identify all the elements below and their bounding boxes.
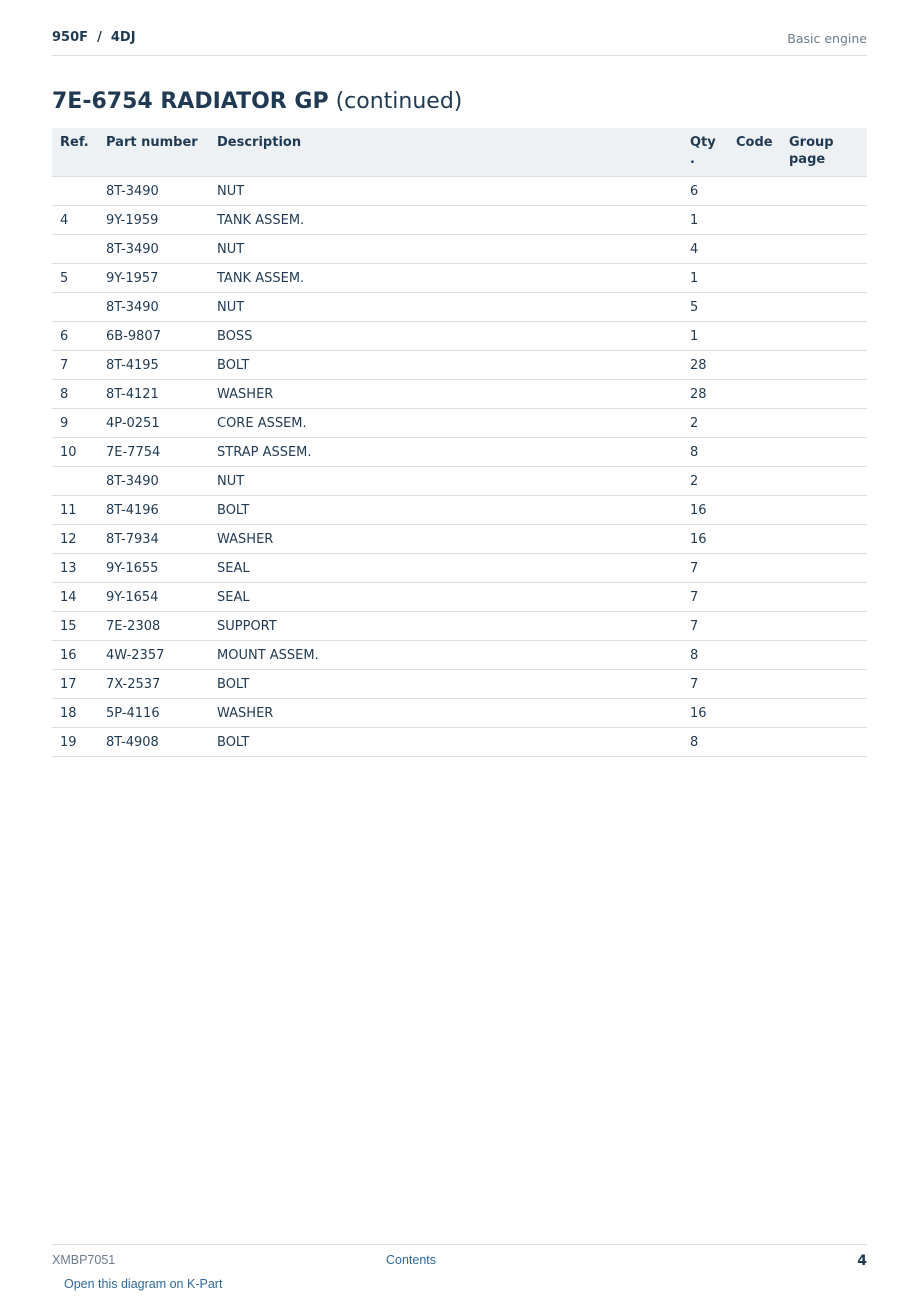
- table-row: [52, 264, 867, 293]
- description-cell: WASHER: [209, 380, 682, 409]
- ref-cell: 5: [52, 264, 98, 293]
- ref-cell: 18: [52, 699, 98, 728]
- ref-cell: 9: [52, 409, 98, 438]
- part-number-cell: 8T-4196: [98, 496, 209, 525]
- qty-cell: 28: [682, 380, 728, 409]
- part-number-cell: 8T-3490: [98, 293, 209, 322]
- description-cell: SEAL: [209, 554, 682, 583]
- table-row: [52, 235, 867, 264]
- table-row: [52, 699, 867, 728]
- qty-cell: 7: [682, 670, 728, 699]
- ref-cell: 8: [52, 380, 98, 409]
- code-cell: [728, 235, 781, 264]
- group-page-cell: [781, 496, 867, 525]
- part-number-cell: 8T-3490: [98, 467, 209, 496]
- table-row: [52, 409, 867, 438]
- column-header-label: Ref.: [60, 135, 89, 150]
- part-number-cell: 8T-4908: [98, 728, 209, 757]
- qty-cell: 28: [682, 351, 728, 380]
- part-number-cell: 4W-2357: [98, 641, 209, 670]
- group-page-cell: [781, 467, 867, 496]
- ref-cell: 10: [52, 438, 98, 467]
- code-cell: [728, 206, 781, 235]
- ref-cell: 14: [52, 583, 98, 612]
- description-cell: CORE ASSEM.: [209, 409, 682, 438]
- description-cell: NUT: [209, 235, 682, 264]
- description-cell: BOLT: [209, 496, 682, 525]
- qty-cell: 7: [682, 554, 728, 583]
- ref-cell: [52, 177, 98, 206]
- group-page-cell: [781, 322, 867, 351]
- part-number-cell: 9Y-1957: [98, 264, 209, 293]
- description-cell: SUPPORT: [209, 612, 682, 641]
- group-page-cell: [781, 380, 867, 409]
- part-number-cell: 8T-4121: [98, 380, 209, 409]
- column-header-label: Qty .: [690, 135, 716, 167]
- page-title: [52, 89, 462, 114]
- description-cell: BOSS: [209, 322, 682, 351]
- column-header-label: Part number: [106, 135, 198, 150]
- code-cell: [728, 699, 781, 728]
- qty-cell: 16: [682, 496, 728, 525]
- column-header-qty: [682, 128, 728, 177]
- table-row: [52, 641, 867, 670]
- table-row: [52, 322, 867, 351]
- column-header-code: [728, 128, 781, 177]
- group-page-cell: [781, 641, 867, 670]
- part-number-cell: 9Y-1654: [98, 583, 209, 612]
- description-cell: TANK ASSEM.: [209, 264, 682, 293]
- table-row: [52, 583, 867, 612]
- qty-cell: 1: [682, 264, 728, 293]
- table-row: [52, 351, 867, 380]
- group-page-cell: [781, 612, 867, 641]
- ref-cell: 15: [52, 612, 98, 641]
- parts-table: [52, 128, 867, 757]
- ref-cell: 17: [52, 670, 98, 699]
- model-label: 950F / 4DJ: [52, 30, 136, 45]
- table-row: [52, 728, 867, 757]
- ref-cell: 6: [52, 322, 98, 351]
- ref-cell: 13: [52, 554, 98, 583]
- code-cell: [728, 438, 781, 467]
- code-cell: [728, 583, 781, 612]
- ref-cell: [52, 235, 98, 264]
- table-row: [52, 554, 867, 583]
- qty-cell: 8: [682, 438, 728, 467]
- part-number-cell: 7E-7754: [98, 438, 209, 467]
- column-header-ref: [52, 128, 98, 177]
- ref-cell: [52, 293, 98, 322]
- code-cell: [728, 380, 781, 409]
- part-number-cell: 8T-7934: [98, 525, 209, 554]
- section-label: Basic engine: [787, 31, 867, 46]
- group-page-cell: [781, 728, 867, 757]
- table-row: [52, 467, 867, 496]
- code-cell: [728, 496, 781, 525]
- part-number-cell: 5P-4116: [98, 699, 209, 728]
- table-row: [52, 206, 867, 235]
- part-number-cell: 8T-3490: [98, 177, 209, 206]
- document-id: XMBP7051: [52, 1253, 116, 1267]
- code-cell: [728, 264, 781, 293]
- table-row: [52, 380, 867, 409]
- page-footer: [52, 1244, 867, 1291]
- description-cell: NUT: [209, 293, 682, 322]
- code-cell: [728, 554, 781, 583]
- group-page-cell: [781, 235, 867, 264]
- part-number-cell: 8T-3490: [98, 235, 209, 264]
- code-cell: [728, 409, 781, 438]
- description-cell: WASHER: [209, 525, 682, 554]
- page-number: 4: [857, 1253, 867, 1269]
- description-cell: BOLT: [209, 351, 682, 380]
- table-row: [52, 496, 867, 525]
- description-cell: SEAL: [209, 583, 682, 612]
- group-page-cell: [781, 554, 867, 583]
- code-cell: [728, 612, 781, 641]
- table-header-row: [52, 128, 867, 177]
- group-page-cell: [781, 409, 867, 438]
- qty-cell: 16: [682, 525, 728, 554]
- ref-cell: [52, 467, 98, 496]
- part-number-cell: 4P-0251: [98, 409, 209, 438]
- title-suffix: (continued): [335, 89, 463, 114]
- page-header: [52, 27, 867, 56]
- qty-cell: 7: [682, 583, 728, 612]
- description-cell: MOUNT ASSEM.: [209, 641, 682, 670]
- group-page-cell: [781, 206, 867, 235]
- open-diagram-kpart-link[interactable]: Open this diagram on K-Part: [64, 1277, 223, 1291]
- title-main: 7E-6754 RADIATOR GP: [52, 89, 329, 114]
- qty-cell: 2: [682, 409, 728, 438]
- description-cell: TANK ASSEM.: [209, 206, 682, 235]
- description-cell: BOLT: [209, 670, 682, 699]
- code-cell: [728, 351, 781, 380]
- group-page-cell: [781, 525, 867, 554]
- group-page-cell: [781, 583, 867, 612]
- description-cell: STRAP ASSEM.: [209, 438, 682, 467]
- qty-cell: 6: [682, 177, 728, 206]
- contents-link[interactable]: Contents: [386, 1253, 437, 1267]
- ref-cell: 4: [52, 206, 98, 235]
- parts-table-body: [52, 177, 867, 757]
- qty-cell: 2: [682, 467, 728, 496]
- group-page-cell: [781, 670, 867, 699]
- group-page-cell: [781, 293, 867, 322]
- description-cell: NUT: [209, 467, 682, 496]
- qty-cell: 7: [682, 612, 728, 641]
- qty-cell: 1: [682, 206, 728, 235]
- group-page-cell: [781, 351, 867, 380]
- group-page-cell: [781, 699, 867, 728]
- qty-cell: 16: [682, 699, 728, 728]
- table-row: [52, 293, 867, 322]
- description-cell: NUT: [209, 177, 682, 206]
- description-cell: WASHER: [209, 699, 682, 728]
- qty-cell: 1: [682, 322, 728, 351]
- group-page-cell: [781, 177, 867, 206]
- code-cell: [728, 641, 781, 670]
- code-cell: [728, 728, 781, 757]
- table-row: [52, 177, 867, 206]
- code-cell: [728, 322, 781, 351]
- description-cell: BOLT: [209, 728, 682, 757]
- qty-cell: 8: [682, 641, 728, 670]
- code-cell: [728, 293, 781, 322]
- ref-cell: 16: [52, 641, 98, 670]
- code-cell: [728, 467, 781, 496]
- qty-cell: 4: [682, 235, 728, 264]
- table-row: [52, 612, 867, 641]
- ref-cell: 11: [52, 496, 98, 525]
- part-number-cell: 9Y-1959: [98, 206, 209, 235]
- qty-cell: 5: [682, 293, 728, 322]
- part-number-cell: 9Y-1655: [98, 554, 209, 583]
- ref-cell: 7: [52, 351, 98, 380]
- code-cell: [728, 177, 781, 206]
- table-row: [52, 525, 867, 554]
- column-header-part-number: [98, 128, 209, 177]
- part-number-cell: 7E-2308: [98, 612, 209, 641]
- column-header-description: [209, 128, 682, 177]
- column-header-label: Code: [736, 135, 773, 150]
- group-page-cell: [781, 438, 867, 467]
- code-cell: [728, 525, 781, 554]
- column-header-label: Description: [217, 135, 302, 150]
- part-number-cell: 8T-4195: [98, 351, 209, 380]
- part-number-cell: 6B-9807: [98, 322, 209, 351]
- column-header-label: Group page: [789, 135, 834, 167]
- table-row: [52, 438, 867, 467]
- ref-cell: 12: [52, 525, 98, 554]
- table-row: [52, 670, 867, 699]
- part-number-cell: 7X-2537: [98, 670, 209, 699]
- code-cell: [728, 670, 781, 699]
- ref-cell: 19: [52, 728, 98, 757]
- group-page-cell: [781, 264, 867, 293]
- column-header-group-page: [781, 128, 867, 177]
- qty-cell: 8: [682, 728, 728, 757]
